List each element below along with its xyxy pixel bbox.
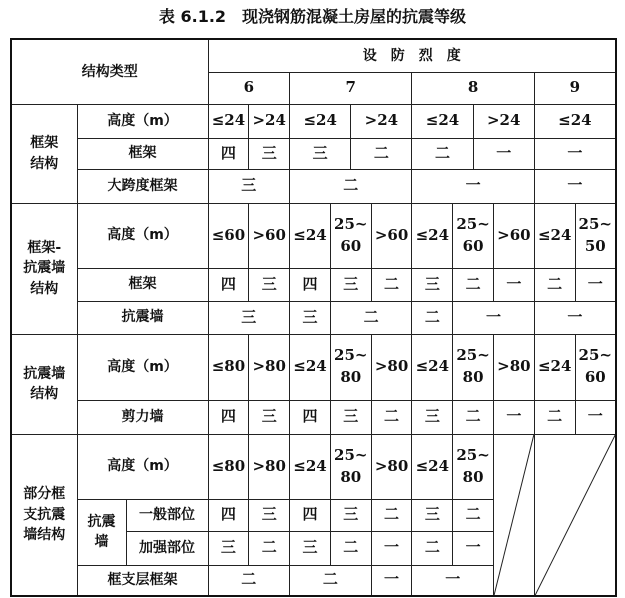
height-cell: ≤60 (208, 203, 249, 268)
partial-frame-supported-label: 部分框 支抗震 墙结构 (11, 434, 77, 596)
height-cell: >60 (371, 203, 412, 268)
grade-cell: 四 (290, 499, 331, 531)
grade-cell: 一 (453, 301, 535, 334)
height-cell: >80 (371, 434, 412, 499)
grade-cell: 一 (494, 400, 535, 434)
intensity-level: 6 (208, 72, 290, 104)
grade-cell: 二 (453, 268, 494, 301)
height-cell: ≤24 (412, 334, 453, 400)
intensity-header: 设 防 烈 度 (208, 39, 616, 72)
frame-label: 框架 (77, 268, 208, 301)
grade-cell: 三 (249, 138, 290, 169)
not-applicable-cell (494, 434, 535, 596)
height-cell: ≤80 (208, 434, 249, 499)
not-applicable-cell (534, 434, 616, 596)
height-cell: ≤24 (412, 434, 453, 499)
shear-wall-label: 抗震 墙 (77, 499, 126, 565)
intensity-level: 9 (534, 72, 616, 104)
grade-cell: 二 (330, 531, 371, 565)
height-label: 高度（m） (77, 434, 208, 499)
height-cell: >60 (494, 203, 535, 268)
intensity-level: 7 (290, 72, 412, 104)
frame-structure-label: 框架 结构 (11, 104, 77, 203)
grade-cell: 二 (290, 169, 412, 203)
grade-cell: 二 (534, 400, 575, 434)
grade-cell: 一 (453, 531, 494, 565)
height-cell: >80 (371, 334, 412, 400)
height-cell: ≤24 (290, 104, 351, 138)
shear-wall-label: 抗震墙 (77, 301, 208, 334)
height-cell: >60 (249, 203, 290, 268)
grade-cell: 二 (351, 138, 412, 169)
grade-cell: 一 (371, 531, 412, 565)
grade-cell: 一 (412, 169, 534, 203)
height-label: 高度（m） (77, 334, 208, 400)
shear-wall-label: 剪力墙 (77, 400, 208, 434)
grade-cell: 二 (412, 138, 473, 169)
height-cell: >24 (249, 104, 290, 138)
height-cell: ≤24 (534, 334, 575, 400)
height-cell: ≤24 (412, 203, 453, 268)
grade-cell: 一 (575, 400, 616, 434)
frame-label: 框架 (77, 138, 208, 169)
grade-cell: 二 (371, 499, 412, 531)
height-cell: 25~ 80 (330, 434, 371, 499)
grade-cell: 二 (290, 565, 372, 596)
grade-cell: 一 (534, 169, 616, 203)
height-cell: >24 (473, 104, 534, 138)
grade-cell: 四 (208, 499, 249, 531)
grade-cell: 二 (249, 531, 290, 565)
grade-cell: 一 (494, 268, 535, 301)
grade-cell: 一 (473, 138, 534, 169)
grade-cell: 三 (290, 531, 331, 565)
grade-cell: 三 (208, 531, 249, 565)
grade-cell: 二 (412, 301, 453, 334)
grade-cell: 三 (208, 169, 290, 203)
grade-cell: 四 (208, 138, 249, 169)
grade-cell: 三 (412, 499, 453, 531)
grade-cell: 二 (453, 499, 494, 531)
height-cell: ≤24 (290, 203, 331, 268)
general-part-label: 一般部位 (126, 499, 208, 531)
grade-cell: 四 (290, 400, 331, 434)
grade-cell: 三 (249, 268, 290, 301)
grade-cell: 一 (534, 138, 616, 169)
height-cell: ≤24 (534, 104, 616, 138)
grade-cell: 二 (453, 400, 494, 434)
seismic-grade-table (10, 38, 617, 597)
grade-cell: 四 (208, 400, 249, 434)
height-cell: ≤24 (290, 434, 331, 499)
height-cell: >80 (249, 334, 290, 400)
height-cell: ≤24 (412, 104, 473, 138)
grade-cell: 三 (249, 499, 290, 531)
grade-cell: 一 (371, 565, 412, 596)
height-cell: >24 (351, 104, 412, 138)
grade-cell: 三 (208, 301, 290, 334)
diagonal-slash-icon (494, 435, 534, 596)
height-cell: >80 (494, 334, 535, 400)
grade-cell: 三 (290, 301, 331, 334)
height-cell: 25~ 60 (330, 203, 371, 268)
grade-cell: 二 (412, 531, 453, 565)
grade-cell: 三 (412, 400, 453, 434)
shear-wall-structure-label: 抗震墙 结构 (11, 334, 77, 434)
height-cell: >80 (249, 434, 290, 499)
grade-cell: 一 (534, 301, 616, 334)
grade-cell: 三 (330, 400, 371, 434)
table-title: 表 6.1.2 现浇钢筋混凝土房屋的抗震等级 (158, 7, 467, 26)
height-label: 高度（m） (77, 104, 208, 138)
grade-cell: 三 (290, 138, 351, 169)
grade-cell: 四 (208, 268, 249, 301)
height-cell: 25~ 80 (453, 434, 494, 499)
height-cell: ≤24 (208, 104, 249, 138)
height-label: 高度（m） (77, 203, 208, 268)
height-cell: 25~ 60 (575, 334, 616, 400)
height-cell: 25~ 80 (330, 334, 371, 400)
grade-cell: 三 (330, 268, 371, 301)
height-cell: ≤80 (208, 334, 249, 400)
structure-type-header: 结构类型 (11, 39, 208, 104)
grade-cell: 三 (249, 400, 290, 434)
intensity-level: 8 (412, 72, 534, 104)
grade-cell: 四 (290, 268, 331, 301)
frame-wall-structure-label: 框架- 抗震墙 结构 (11, 203, 77, 334)
transfer-story-frame-label: 框支层框架 (77, 565, 208, 596)
grade-cell: 二 (371, 400, 412, 434)
grade-cell: 二 (371, 268, 412, 301)
grade-cell: 二 (208, 565, 290, 596)
grade-cell: 三 (330, 499, 371, 531)
height-cell: ≤24 (290, 334, 331, 400)
grade-cell: 一 (575, 268, 616, 301)
diagonal-slash-icon (535, 435, 615, 596)
height-cell: 25~ 80 (453, 334, 494, 400)
large-span-frame-label: 大跨度框架 (77, 169, 208, 203)
grade-cell: 一 (412, 565, 494, 596)
grade-cell: 三 (412, 268, 453, 301)
grade-cell: 二 (330, 301, 412, 334)
strengthened-part-label: 加强部位 (126, 531, 208, 565)
height-cell: 25~ 60 (453, 203, 494, 268)
height-cell: ≤24 (534, 203, 575, 268)
height-cell: 25~ 50 (575, 203, 616, 268)
grade-cell: 二 (534, 268, 575, 301)
